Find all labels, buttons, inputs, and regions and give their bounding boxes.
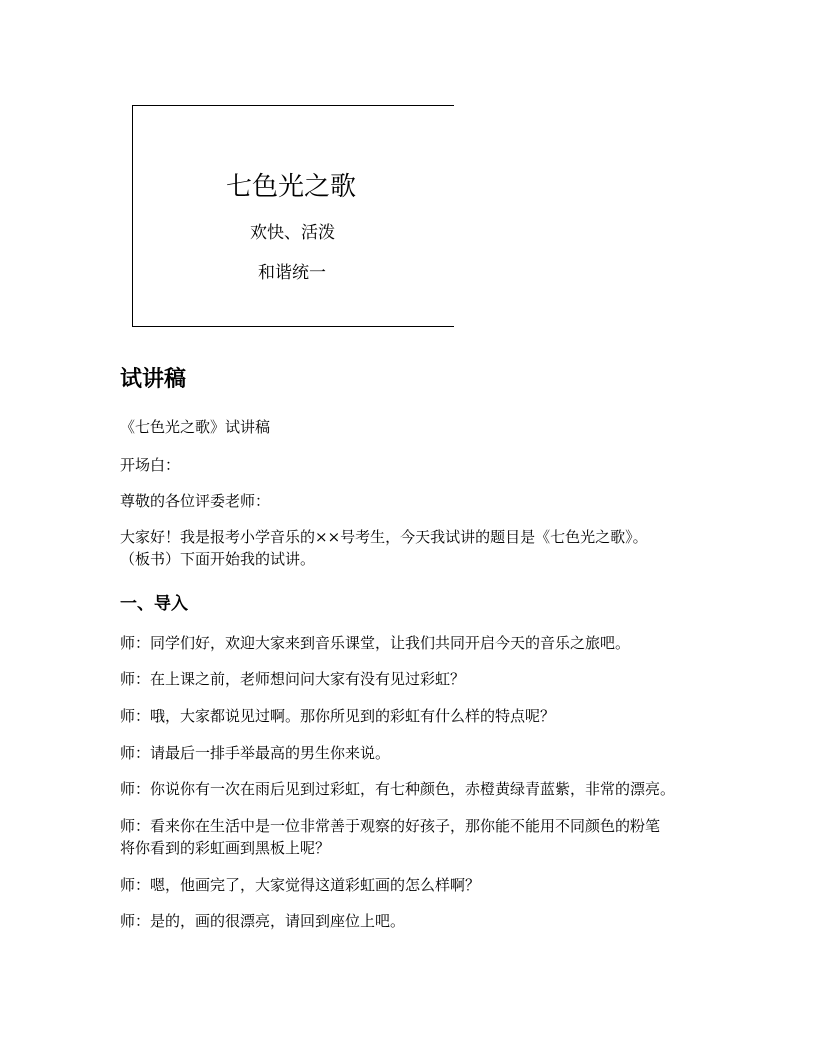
blackboard-line-1: 欢快、活泼 xyxy=(250,223,335,243)
section-heading-intro: 一、导入 xyxy=(120,594,188,614)
intro-line-2: （板书）下面开始我的试讲。 xyxy=(120,550,316,568)
greeting: 尊敬的各位评委老师： xyxy=(120,492,271,510)
blackboard-illustration xyxy=(132,105,454,327)
dialogue-paragraph: 师：是的，画的很漂亮，请回到座位上吧。 xyxy=(120,912,406,930)
dialogue-paragraph: 师：在上课之前，老师想问问大家有没有见过彩虹？ xyxy=(120,670,466,688)
dialogue-paragraph-continued: 将你看到的彩虹画到黑板上呢？ xyxy=(120,839,331,857)
dialogue-paragraph: 师：你说你有一次在雨后见到过彩虹，有七种颜色，赤橙黄绿青蓝紫，非常的漂亮。 xyxy=(120,780,676,798)
blackboard-line-2: 和谐统一 xyxy=(258,263,326,283)
blackboard-title: 七色光之歌 xyxy=(226,172,357,202)
document-heading: 试讲稿 xyxy=(120,367,187,392)
opening-label: 开场白： xyxy=(120,456,181,474)
dialogue-paragraph: 师：请最后一排手举最高的男生你来说。 xyxy=(120,744,391,762)
dialogue-paragraph: 师：嗯，他画完了，大家觉得这道彩虹画的怎么样啊？ xyxy=(120,876,481,894)
document-subtitle: 《七色光之歌》试讲稿 xyxy=(120,418,271,436)
dialogue-paragraph: 师：哦，大家都说见过啊。那你所见到的彩虹有什么样的特点呢？ xyxy=(120,707,556,725)
dialogue-paragraph: 师：看来你在生活中是一位非常善于观察的好孩子，那你能不能用不同颜色的粉笔 xyxy=(120,817,661,835)
dialogue-paragraph: 师：同学们好，欢迎大家来到音乐课堂，让我们共同开启今天的音乐之旅吧。 xyxy=(120,634,631,652)
intro-line-1: 大家好！我是报考小学音乐的××号考生，今天我试讲的题目是《七色光之歌》。 xyxy=(120,528,648,546)
